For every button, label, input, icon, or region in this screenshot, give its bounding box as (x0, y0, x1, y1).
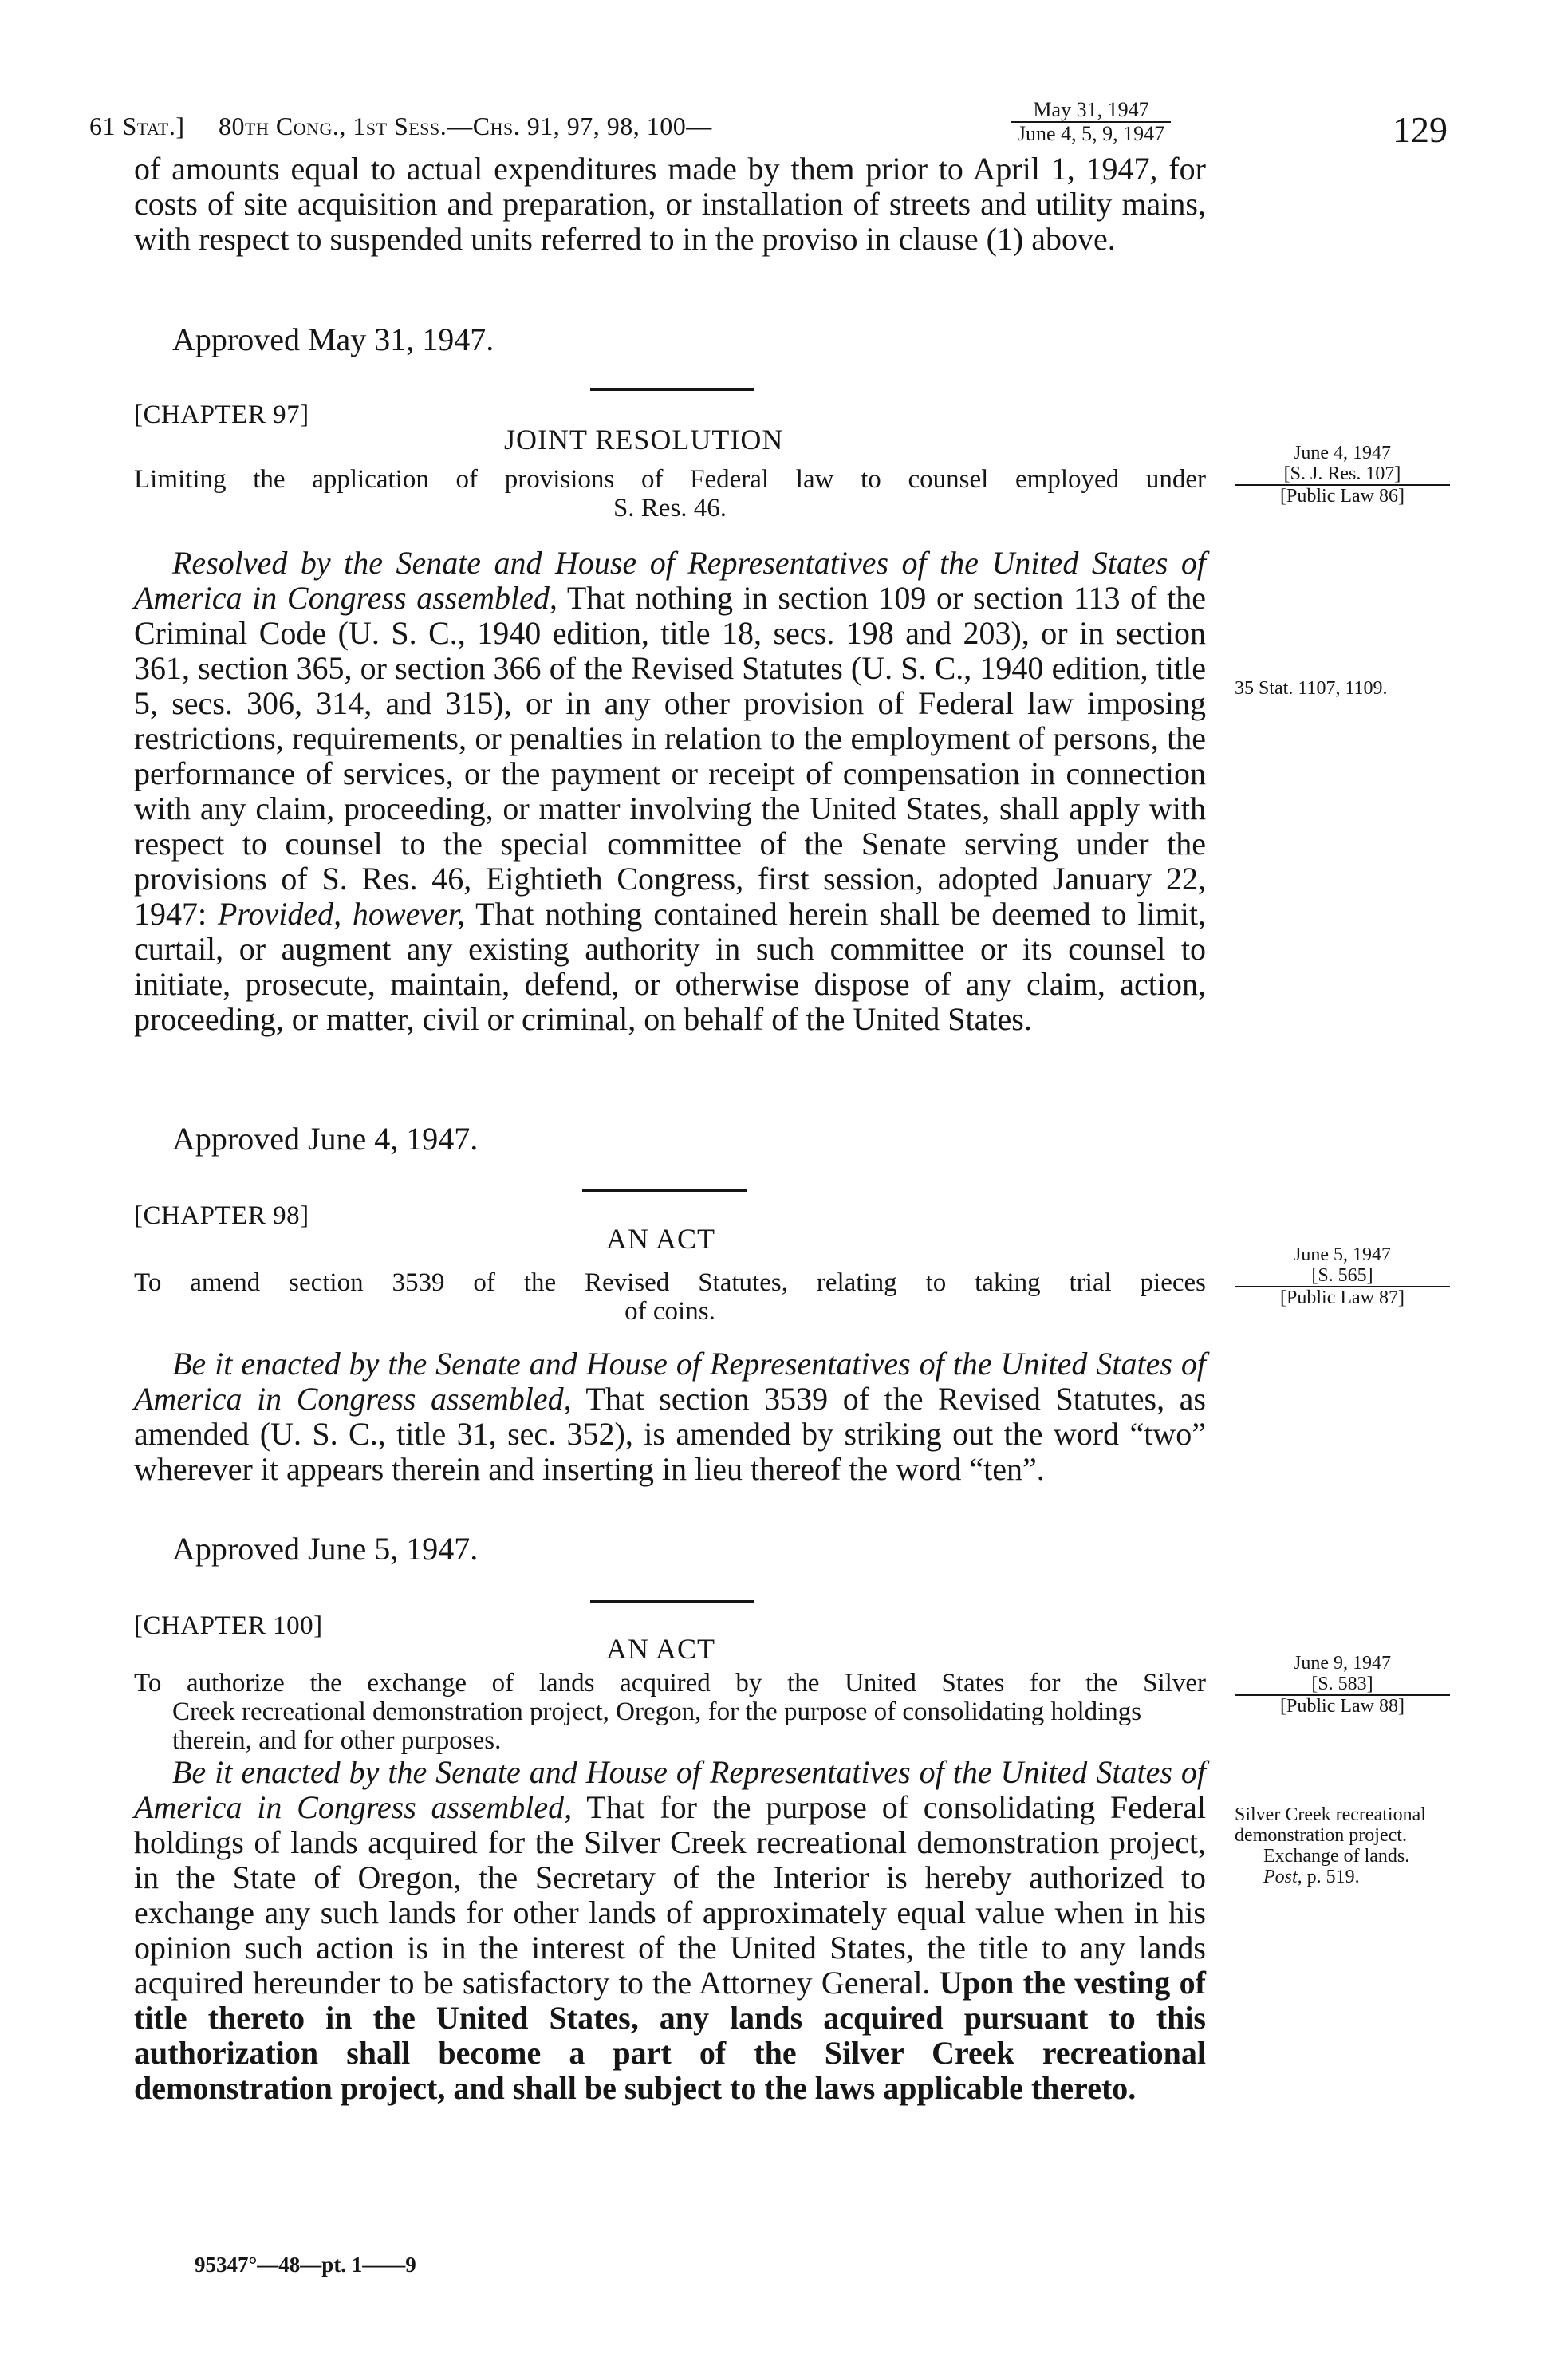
chapter-100-side-note-page: p. 519. (1302, 1867, 1360, 1887)
stat-citation: 61 Stat.] (89, 112, 185, 140)
chapter-100-body (134, 1755, 1206, 2106)
chapter-100-margin-law: [Public Law 88] (1280, 1696, 1405, 1717)
chapter-98-margin-bill: [S. 565] (1235, 1265, 1450, 1287)
chapter-98-margin-law: [Public Law 87] (1280, 1287, 1405, 1308)
chapter-98-text: That section 3539 of the Revised Statutes, as amended (U. S. C., title 31, sec. 352), is amended by striking out the word “two” wherever it appears therein and inserting in lieu thereof the word “ten”. (134, 1381, 1206, 1487)
chapter-100-paragraph (134, 1755, 1206, 2106)
chapter-97-text-part-2: That nothing contained herein shall be deemed to limit, curtail, or augment any existing authority in such committee or its counsel to initiate, prosecute, maintain, defend, or otherwise dispose of any claim, action, proceeding, or matter, civil or criminal, on behalf of the United States. (134, 896, 1206, 1037)
chapter-100-purpose-line-1: To authorize the exchange of lands acquired by the United States for the Silver (134, 1669, 1206, 1697)
chapter-97-proviso: Provided, however, (217, 896, 465, 932)
chapter-100-purpose (134, 1669, 1206, 1755)
chapter-97-purpose-line-2: S. Res. 46. (613, 494, 727, 522)
chapter-100-purpose-line-2: Creek recreational demonstration project, Oregon, for the purpose of consolidating holdings therein, and for other purposes. (172, 1697, 1142, 1755)
chapter-100-heading: AN ACT (606, 1633, 716, 1665)
chapter-98-margin-note (1235, 1244, 1450, 1308)
chapter-98-heading: AN ACT (606, 1223, 716, 1255)
running-head-dates (1011, 99, 1171, 145)
approved-may-31: Approved May 31, 1947. (172, 321, 494, 357)
chapter-97-margin-note (1235, 443, 1450, 507)
chapter-97-purpose-line-1: Limiting the application of provisions of Federal law to counsel employed under (134, 465, 1206, 494)
chapter-97-margin-date: June 4, 1947 (1294, 443, 1391, 463)
chapter-100-side-note-exchange: Exchange of lands. (1263, 1846, 1410, 1867)
chapter-100-margin-bill: [S. 583] (1235, 1674, 1450, 1696)
chapter-97-enacting-clause: Resolved by the Senate and House of Representatives of the United States of America in Congress assembled, (134, 545, 1206, 616)
running-head-date-top: May 31, 1947 (1011, 99, 1171, 123)
chapter-97-body (134, 546, 1206, 1037)
chapter-97-label: [CHAPTER 97] (134, 400, 309, 429)
running-head-date-bottom: June 4, 5, 9, 1947 (1017, 122, 1165, 146)
chapter-100-side-note-post-italic: Post, (1263, 1867, 1302, 1887)
continuation-text: of amounts equal to actual expenditures made by them prior to April 1, 1947, for costs of site acquisition and preparation, or installation of streets and utility mains, with respect to suspended units referred to in the proviso in clause (1) above. (134, 151, 1206, 257)
chapter-98-body (134, 1347, 1206, 1487)
chapter-100-text: That for the purpose of consolidating Federal holdings of lands acquired for the Silver Creek recreational demonstration project, in the State of Oregon, the Secretary of the Interior is hereby authorized to exchange any such lands for other lands of approximately equal value when in his opinion such action is in the interest of the United States, the title to any lands acquired hereunder to be satisfactory to the Attorney General. (134, 1789, 1206, 2001)
printer-footer-mark: 95347°—48—pt. 1——9 (195, 2253, 416, 2277)
chapter-100-side-notes (1235, 1804, 1434, 1887)
chapter-100-label: [CHAPTER 100] (134, 1611, 323, 1640)
chapter-100-margin-note (1235, 1653, 1450, 1717)
chapter-98-label: [CHAPTER 98] (134, 1201, 309, 1230)
approved-june-5: Approved June 5, 1947. (172, 1531, 479, 1567)
chapter-100-side-note-post (1235, 1867, 1434, 1887)
chapter-100-side-note-project: Silver Creek recreational demonstration project. (1235, 1804, 1426, 1846)
chapter-97-side-reference: 35 Stat. 1107, 1109. (1235, 678, 1388, 699)
chapter-97-purpose (134, 465, 1206, 522)
chapter-98-margin-date: June 5, 1947 (1294, 1244, 1391, 1265)
chapter-98-enacting-clause: Be it enacted by the Senate and House of Representatives of the United States of America in Congress assembled, (134, 1346, 1206, 1417)
chapter-98-purpose (134, 1268, 1206, 1326)
chapter-100-text-bold: Upon the vesting of title thereto in the United States, any lands acquired pursuant to this authorization shall become a part of the Silver Creek recreational demonstration project, and shall be subject to the laws applicable thereto. (134, 1965, 1206, 2106)
section-divider (590, 388, 754, 391)
chapter-97-heading: JOINT RESOLUTION (504, 424, 784, 455)
chapter-100-margin-date: June 9, 1947 (1294, 1653, 1391, 1674)
section-divider (590, 1600, 754, 1603)
continuation-paragraph (134, 152, 1206, 257)
chapter-98-paragraph (134, 1347, 1206, 1487)
section-divider (582, 1189, 747, 1192)
chapter-97-text-part-1: That nothing in section 109 or section 113 of the Criminal Code (U. S. C., 1940 edition, title 18, secs. 198 and 203), or in section 361, section 365, or section 366 of the Revised Statutes (U. S. C., 1940 edition, title 5, secs. 306, 314, and 315), or in any other provision of Federal law imposing restrictions, requirements, or penalties in relation to the employment of persons, the performance of services, or the payment or receipt of compensation in connection with any claim, proceeding, or matter involving the United States, shall apply with respect to counsel to the special committee of the Senate serving under the provisions of S. Res. 46, Eightieth Congress, first session, adopted January 22, 1947: (134, 580, 1206, 932)
running-head (89, 112, 712, 141)
chapter-97-margin-bill: [S. J. Res. 107] (1235, 463, 1450, 486)
chapter-97-paragraph (134, 546, 1206, 1037)
chapter-98-purpose-line-2: of coins. (624, 1297, 715, 1326)
page-number: 129 (1393, 109, 1448, 150)
chapter-100-enacting-clause: Be it enacted by the Senate and House of Representatives of the United States of America in Congress assembled, (134, 1754, 1206, 1825)
chapter-98-purpose-line-1: To amend section 3539 of the Revised Statutes, relating to taking trial pieces (134, 1268, 1206, 1297)
approved-june-4: Approved June 4, 1947. (172, 1121, 479, 1157)
session-chapters: 80th Cong., 1st Sess.—Chs. 91, 97, 98, 100— (219, 112, 712, 140)
chapter-97-margin-law: [Public Law 86] (1280, 486, 1405, 507)
